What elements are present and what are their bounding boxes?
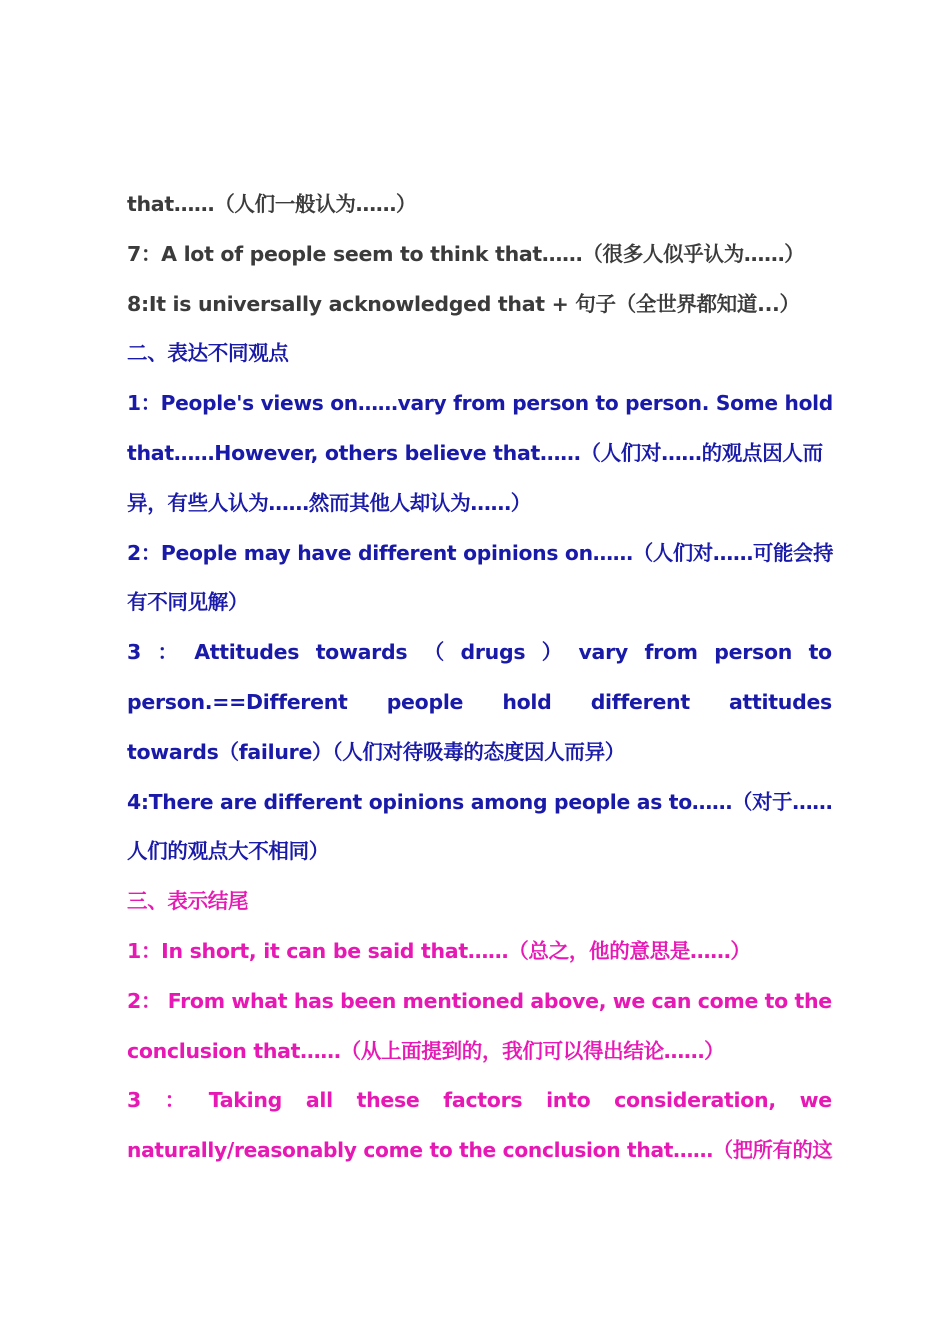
section1-item-8: 8:It is universally acknowledged that + 句子（全世界都知道...） (127, 291, 800, 316)
word: come (697, 988, 759, 1013)
word: （ (423, 640, 444, 665)
word: ： (164, 1088, 185, 1113)
word: drugs (460, 640, 526, 665)
section1-line-1: that……（人们一般认为……） (127, 192, 417, 216)
word: has (293, 988, 334, 1013)
word: person (714, 640, 793, 665)
section3-item2-line2: conclusion that……（从上面提到的，我们可以得出结论……） (127, 1038, 725, 1063)
word: into (546, 1088, 591, 1113)
section2-item3-line1 (127, 628, 832, 678)
section3-heading: 三、表示结尾 (127, 889, 249, 914)
word: can (651, 988, 692, 1013)
section2-item3-line2 (127, 678, 832, 728)
word: Attitudes (194, 640, 300, 665)
section3-item3-line1 (127, 1076, 832, 1126)
word: to (808, 640, 832, 665)
word: 2： (127, 988, 162, 1013)
section3-item1: 1：In short, it can be said that……（总之，他的意思是……） (127, 938, 751, 963)
word: from (644, 640, 698, 665)
section2-item2-line1: 2：People may have different opinions on……（人们对……可能会持 (127, 540, 834, 565)
word: people (386, 689, 464, 714)
word: vary (578, 640, 628, 665)
section2-item2-line2: 有不同见解） (127, 590, 249, 615)
word: ： (157, 640, 178, 665)
word: Taking (208, 1088, 283, 1113)
section2-item4-line1: 4:There are different opinions among people as to……（对于…… (127, 789, 833, 814)
word: attitudes (729, 689, 832, 714)
section1-item-7: 7：A lot of people seem to think that……（很多人似乎认为……） (127, 241, 805, 266)
word: the (794, 988, 832, 1013)
section2-item3-line3: towards（failure）（人们对待吸毒的态度因人而异） (127, 739, 626, 764)
word: consideration, (614, 1088, 776, 1113)
word: these (356, 1088, 420, 1113)
word: towards (315, 640, 408, 665)
word: to (764, 988, 788, 1013)
word: factors (443, 1088, 523, 1113)
word: From (167, 988, 225, 1013)
section2-heading: 二、表达不同观点 (127, 341, 289, 366)
word: all (305, 1088, 333, 1113)
word: been (340, 988, 396, 1013)
word: above, (530, 988, 607, 1013)
word: 3 (127, 640, 141, 665)
word: different (590, 689, 690, 714)
word: hold (502, 689, 552, 714)
word: person.==Different (127, 689, 348, 714)
section2-item1-line2: that……However, others believe that……（人们对……的观点因人而 (127, 440, 823, 465)
word: what (231, 988, 288, 1013)
section3-item2-line1 (127, 977, 832, 1027)
word: mentioned (402, 988, 524, 1013)
word: we (799, 1088, 832, 1113)
word: 3 (127, 1088, 141, 1113)
section2-item1-line3: 异，有些人认为……然而其他人却认为……） (127, 490, 531, 515)
word: we (612, 988, 645, 1013)
section2-item1-line1: 1：People's views on……vary from person to person. Some hold (127, 391, 833, 416)
word: ） (541, 640, 562, 665)
section3-item3-line2: naturally/reasonably come to the conclusion that……（把所有的这 (127, 1138, 833, 1163)
section2-item4-line2: 人们的观点大不相同） (127, 839, 329, 864)
document-page (127, 180, 832, 1176)
